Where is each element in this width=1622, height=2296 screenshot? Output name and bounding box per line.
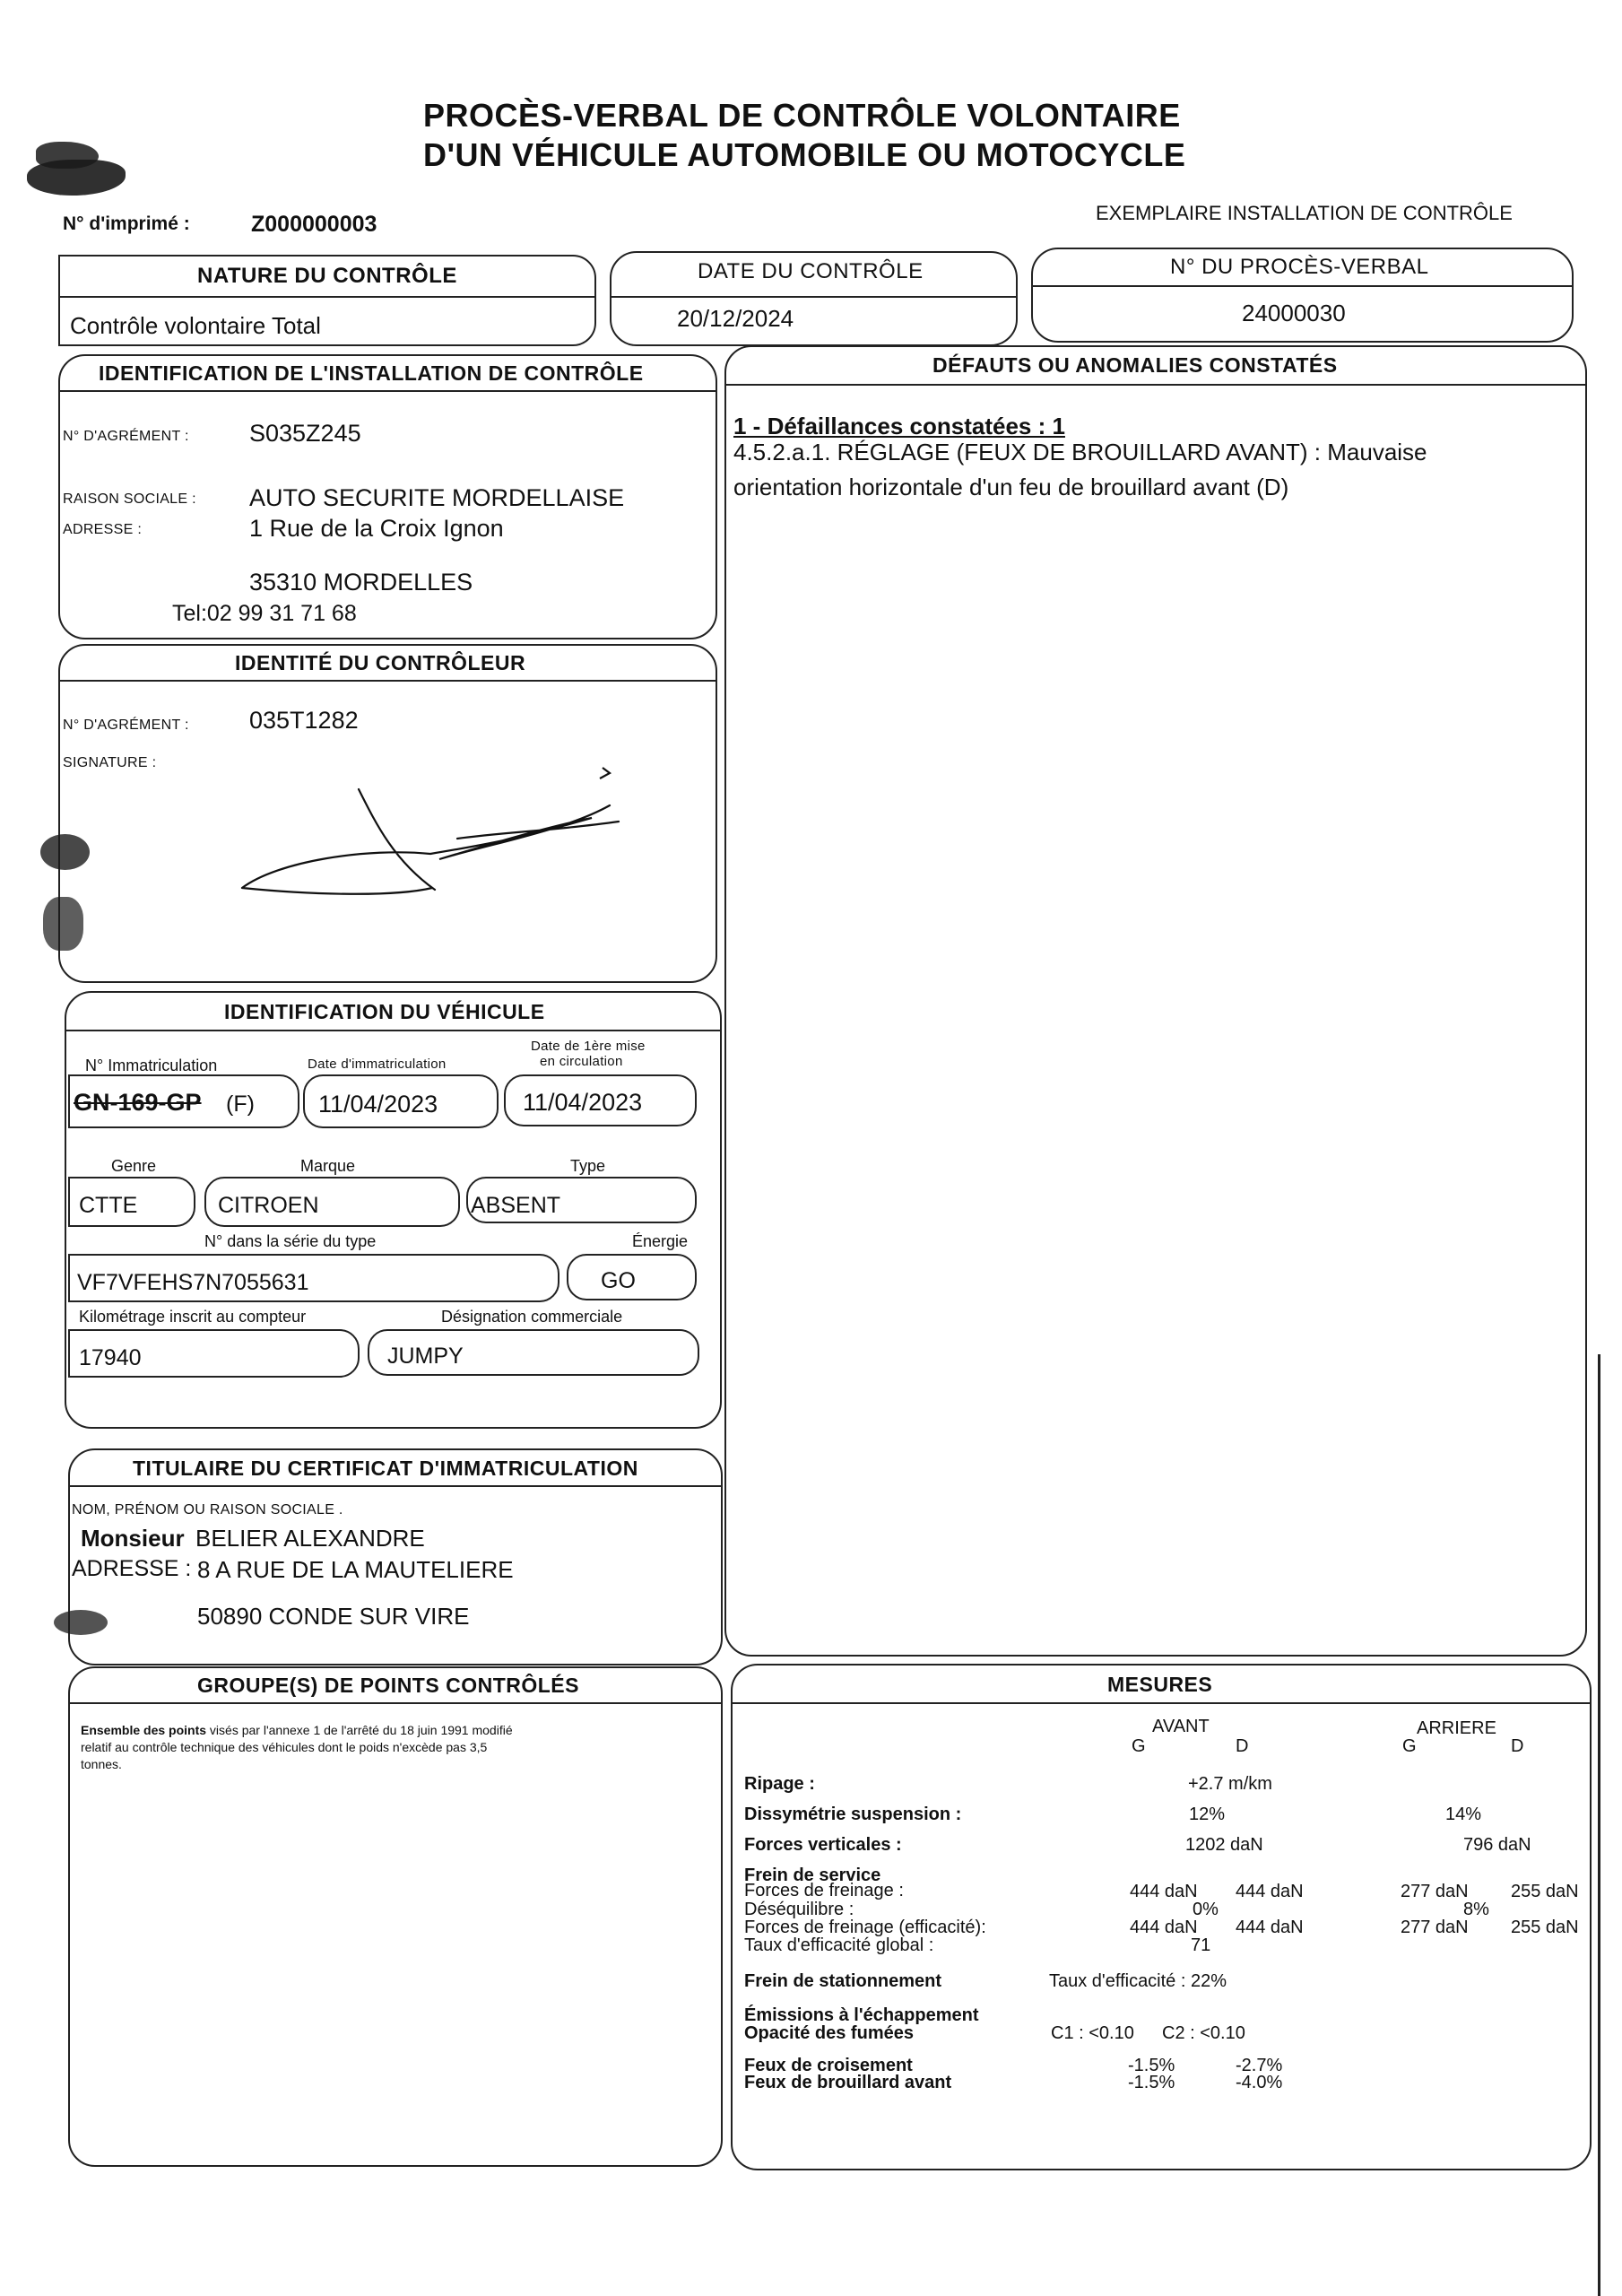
mesures-arriere-d: D <box>1511 1736 1524 1756</box>
date-immat-value: 11/04/2023 <box>318 1091 438 1118</box>
scan-blot <box>40 834 90 870</box>
feux-crois-1: -1.5% <box>1128 2056 1175 2075</box>
scan-edge-line <box>1598 1354 1600 2296</box>
titulaire-adresse-label: ADRESSE : <box>72 1556 192 1581</box>
controleur-divider <box>58 680 716 682</box>
titulaire-title: TITULAIRE DU CERTIFICAT D'IMMATRICULATION <box>133 1457 638 1480</box>
scan-blot <box>54 1610 108 1635</box>
defauts-title: DÉFAUTS OU ANOMALIES CONSTATÉS <box>932 353 1338 377</box>
mesures-arriere-g: G <box>1402 1736 1417 1756</box>
controleur-title: IDENTITÉ DU CONTRÔLEUR <box>235 651 526 674</box>
mesures-arriere: ARRIERE <box>1417 1718 1496 1738</box>
groupes-text-line1: visés par l'annexe 1 de l'arrêté du 18 juin 1991 modifié <box>206 1723 513 1737</box>
defauts-line2: orientation horizontale d'un feu de brouillard avant (D) <box>733 474 1289 500</box>
nature-divider <box>58 296 594 298</box>
frein-stat-label: Frein de stationnement <box>744 1971 942 1991</box>
signature-mark <box>224 753 637 906</box>
vehicule-title: IDENTIFICATION DU VÉHICULE <box>224 1000 545 1023</box>
ff-ar-d: 255 daN <box>1511 1882 1579 1901</box>
scan-blot <box>43 897 83 951</box>
forces-freinage-label: Forces de freinage : <box>744 1881 904 1900</box>
immat-value: GN-169-GP <box>74 1089 202 1116</box>
desequilibre-label: Déséquilibre : <box>744 1900 854 1919</box>
groupes-title: GROUPE(S) DE POINTS CONTRÔLÉS <box>197 1674 579 1697</box>
mesures-avant: AVANT <box>1152 1717 1210 1736</box>
taux-global-value: 71 <box>1191 1935 1211 1955</box>
type-label: Type <box>570 1157 606 1175</box>
ffe-av-g: 444 daN <box>1130 1918 1198 1937</box>
controleur-agrement-label: N° D'AGRÉMENT : <box>63 718 189 733</box>
emissions-label: Émissions à l'échappement <box>744 2005 979 2025</box>
dissy-label: Dissymétrie suspension : <box>744 1805 962 1824</box>
c2-value: C2 : <0.10 <box>1162 2023 1245 2043</box>
marque-label: Marque <box>300 1157 356 1175</box>
installation-title: IDENTIFICATION DE L'INSTALLATION DE CONTRÔLE <box>99 361 644 385</box>
energie-value: GO <box>601 1268 636 1293</box>
date-immat-label: Date d'immatriculation <box>308 1057 447 1072</box>
defauts-heading: 1 - Défaillances constatées : 1 <box>733 413 1065 439</box>
immat-label: N° Immatriculation <box>85 1057 218 1074</box>
date-value: 20/12/2024 <box>677 305 794 332</box>
genre-label: Genre <box>111 1157 157 1175</box>
serie-value: VF7VFEHS7N7055631 <box>77 1270 309 1295</box>
installation-raison-value: AUTO SECURITE MORDELLAISE <box>249 484 625 511</box>
ffe-ar-g: 277 daN <box>1401 1918 1469 1937</box>
feux-brouil-1: -1.5% <box>1128 2073 1175 2092</box>
titulaire-nom-label: NOM, PRÉNOM OU RAISON SOCIALE . <box>72 1502 343 1518</box>
vehicule-divider <box>65 1030 720 1031</box>
installation-adresse-line1: 1 Rue de la Croix Ignon <box>249 515 504 542</box>
genre-value: CTTE <box>79 1193 138 1218</box>
type-value: ABSENT <box>471 1193 561 1218</box>
km-label: Kilométrage inscrit au compteur <box>79 1308 307 1326</box>
dissy-avant: 12% <box>1189 1805 1226 1824</box>
ff-eff-label: Forces de freinage (efficacité): <box>744 1918 986 1937</box>
deseq-arriere: 8% <box>1463 1900 1489 1919</box>
deseq-avant: 0% <box>1193 1900 1219 1919</box>
installation-adresse-label: ADRESSE : <box>63 522 143 537</box>
ripage-value: +2.7 m/km <box>1188 1774 1272 1794</box>
nature-title: NATURE DU CONTRÔLE <box>197 264 457 288</box>
pv-value: 24000030 <box>1242 300 1346 326</box>
groupes-text-line2: relatif au contrôle technique des véhicules dont le poids n'excède pas 3,5 <box>81 1740 488 1754</box>
immat-country: (F) <box>226 1091 255 1117</box>
mesures-avant-g: G <box>1132 1736 1146 1756</box>
defauts-box <box>724 345 1587 1657</box>
scan-blot <box>27 160 126 196</box>
imprime-label: N° d'imprimé : <box>63 213 190 234</box>
dissy-arriere: 14% <box>1445 1805 1482 1824</box>
mesures-divider <box>731 1702 1590 1704</box>
mesures-title: MESURES <box>1107 1673 1213 1696</box>
date-mise-label-2: en circulation <box>540 1054 623 1069</box>
frein-stat-value: Taux d'efficacité : 22% <box>1049 1971 1227 1991</box>
installation-agrement-value: S035Z245 <box>249 420 361 447</box>
forces-vert-label: Forces verticales : <box>744 1835 902 1855</box>
c1-value: C1 : <0.10 <box>1051 2023 1134 2043</box>
feux-brouil-label: Feux de brouillard avant <box>744 2073 952 2092</box>
document-title-line2: D'UN VÉHICULE AUTOMOBILE OU MOTOCYCLE <box>423 136 1186 173</box>
designation-label: Désignation commerciale <box>441 1308 623 1326</box>
feux-crois-2: -2.7% <box>1236 2056 1283 2075</box>
titulaire-civilite: Monsieur <box>81 1525 185 1552</box>
ripage-label: Ripage : <box>744 1774 815 1794</box>
frein-service-label: Frein de service <box>744 1866 881 1885</box>
energie-label: Énergie <box>632 1232 689 1250</box>
pv-title: N° DU PROCÈS-VERBAL <box>1170 255 1429 279</box>
installation-divider <box>58 390 716 392</box>
nature-value: Contrôle volontaire Total <box>70 312 321 339</box>
marque-value: CITROEN <box>218 1193 319 1218</box>
installation-raison-label: RAISON SOCIALE : <box>63 491 196 507</box>
installation-tel: Tel:02 99 31 71 68 <box>172 601 357 626</box>
feux-crois-label: Feux de croisement <box>744 2056 913 2075</box>
serie-label: N° dans la série du type <box>204 1232 377 1250</box>
controleur-signature-label: SIGNATURE : <box>63 755 157 770</box>
titulaire-adresse-line2: 50890 CONDE SUR VIRE <box>197 1603 470 1630</box>
date-divider <box>610 296 1016 298</box>
groupes-divider <box>68 1702 721 1704</box>
titulaire-nom-value: BELIER ALEXANDRE <box>195 1525 425 1552</box>
forces-vert-avant: 1202 daN <box>1185 1835 1263 1855</box>
taux-global-label: Taux d'efficacité global : <box>744 1935 934 1955</box>
km-value: 17940 <box>79 1345 142 1370</box>
ff-av-g: 444 daN <box>1130 1882 1198 1901</box>
pv-divider <box>1031 285 1572 287</box>
date-mise-label-1: Date de 1ère mise <box>531 1039 646 1054</box>
forces-vert-arriere: 796 daN <box>1463 1835 1531 1855</box>
titulaire-divider <box>68 1485 721 1487</box>
ffe-av-d: 444 daN <box>1236 1918 1304 1937</box>
defauts-divider <box>724 384 1585 386</box>
ff-ar-g: 277 daN <box>1401 1882 1469 1901</box>
installation-agrement-label: N° D'AGRÉMENT : <box>63 429 189 444</box>
ffe-ar-d: 255 daN <box>1511 1918 1579 1937</box>
groupes-text-bold: Ensemble des points <box>81 1723 207 1737</box>
date-title: DATE DU CONTRÔLE <box>698 259 924 283</box>
imprime-value: Z000000003 <box>251 212 377 237</box>
groupes-text <box>81 1722 708 1773</box>
controleur-agrement-value: 035T1282 <box>249 707 359 734</box>
opacite-label: Opacité des fumées <box>744 2023 914 2043</box>
groupes-text-line3: tonnes. <box>81 1757 122 1771</box>
ff-av-d: 444 daN <box>1236 1882 1304 1901</box>
document-title-line1: PROCÈS-VERBAL DE CONTRÔLE VOLONTAIRE <box>423 97 1181 134</box>
mesures-avant-d: D <box>1236 1736 1249 1756</box>
designation-value: JUMPY <box>387 1344 464 1369</box>
exemplaire-label: EXEMPLAIRE INSTALLATION DE CONTRÔLE <box>1096 202 1513 224</box>
defauts-line1: 4.5.2.a.1. RÉGLAGE (FEUX DE BROUILLARD AVANT) : Mauvaise <box>733 439 1427 465</box>
titulaire-adresse-line1: 8 A RUE DE LA MAUTELIERE <box>197 1556 514 1583</box>
installation-adresse-line2: 35310 MORDELLES <box>249 569 473 596</box>
feux-brouil-2: -4.0% <box>1236 2073 1283 2092</box>
date-mise-value: 11/04/2023 <box>523 1089 643 1116</box>
